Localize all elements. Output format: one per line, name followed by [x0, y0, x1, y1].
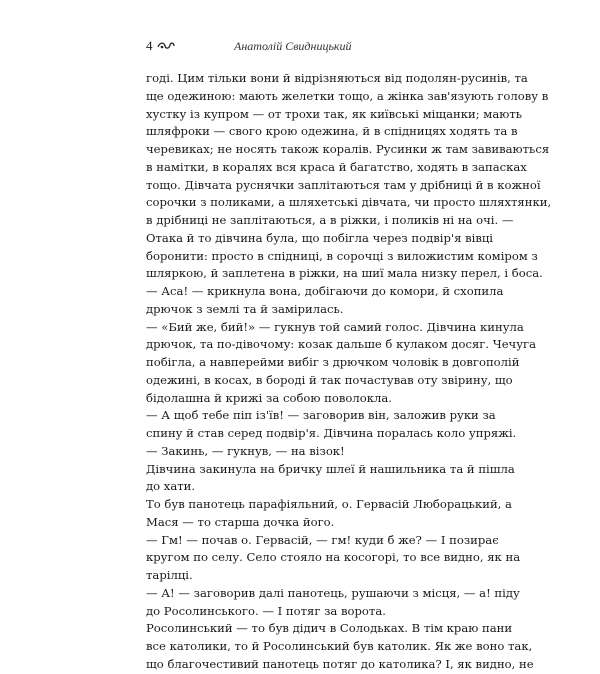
text-line: Мася — то старша дочка його.	[146, 514, 335, 529]
text-line: кругом по селу. Село стояло на косогорі, то все видно, як на	[146, 550, 521, 565]
text-line: шляфроки — свого крою одежина, й в спідницях ходять та в	[146, 124, 518, 139]
text-line: годі. Цим тільки вони й відрізняються від подолян-русинів, та	[146, 71, 528, 85]
leaf-flourish-icon	[157, 41, 175, 51]
text-line: побігла, а навперейми вибіг з дрючком чоловік в довгополій	[146, 355, 520, 369]
text-line: ще одежиною: мають желетки тощо, а жінка зав'язують голову в	[146, 88, 549, 103]
text-line: Дівчина закинула на бричку шлеї й нашильника та й пішла	[146, 461, 515, 476]
text-line: все католики, то й Росолинський був католик. Як же воно так,	[146, 639, 533, 653]
text-line: до хати.	[146, 479, 196, 494]
text-line: в намітки, в коралях вся краса й багатство, ходять в запасках	[146, 159, 527, 174]
text-line: шляркою, й заплетена в ріжки, на шиї мала низку перел, і боса.	[146, 266, 543, 281]
text-line: тощо. Дівчата руснячки заплітаються там у дрібниці й в кожної	[146, 177, 541, 192]
text-line: тарілці.	[146, 568, 193, 582]
text-line: — Гм! — почав о. Гервасій, — гм! куди б же? — І позирає	[146, 532, 499, 547]
text-line: — А! — заговорив далі панотець, рушаючи з місця, — а! піду	[146, 585, 520, 600]
text-line: То був панотець парафіяльний, о. Гервасій Люборацький, а	[146, 497, 512, 511]
running-head	[146, 38, 476, 54]
text-line: одежині, в косах, в бороді й так почастував оту звірину, що	[146, 372, 513, 387]
text-line: — Закинь, — гукнув, — на візок!	[146, 443, 345, 458]
text-line: Росолинський — то був дідич в Солодьках. В тім краю пани	[146, 621, 513, 636]
body-text	[146, 70, 552, 674]
text-line: дрючок з землі та й замірилась.	[146, 301, 344, 316]
text-line: Отака й то дівчина була, що побігла через подвір'я вівці	[146, 230, 494, 245]
text-line: сорочки з поликами, а шляхетські дівчата, чи просто шляхтянки,	[146, 195, 552, 210]
text-line: — «Бий же, бий!» — гукнув той самий голос. Дівчина кинула	[146, 319, 524, 334]
text-line: хустку із купром — от трохи так, як київські міщанки; мають	[146, 106, 523, 121]
text-line: черевиках; не носять також коралів. Русинки ж там завиваються	[146, 142, 550, 156]
text-line: — А щоб тебе піп із'їв! — заговорив він, заложив руки за	[146, 408, 496, 423]
text-line: бідолашна й крижі за собою поволокла.	[146, 390, 392, 405]
text-line: дрючок, та по-дівочому: козак дальше б кулаком досяг. Чечуга	[146, 337, 537, 352]
text-line: боронити: просто в спідниці, в сорочці з виложистим коміром з	[146, 248, 538, 263]
text-line: що благочестивий панотець потяг до католика? І, як видно, не	[146, 656, 534, 671]
text-line: — Аса! — крикнула вона, добігаючи до комори, й схопила	[146, 284, 504, 298]
running-title: Анатолій Свидницький	[234, 38, 352, 53]
text-line: до Росолинського. — І потяг за ворота.	[146, 603, 386, 618]
text-line: в дрібниці не заплітаються, а в ріжки, і поликів ні на очі. —	[146, 213, 514, 227]
page-number: 4	[146, 38, 153, 53]
text-line: спину й став серед подвір'я. Дівчина поралась коло упряжі.	[146, 426, 517, 440]
